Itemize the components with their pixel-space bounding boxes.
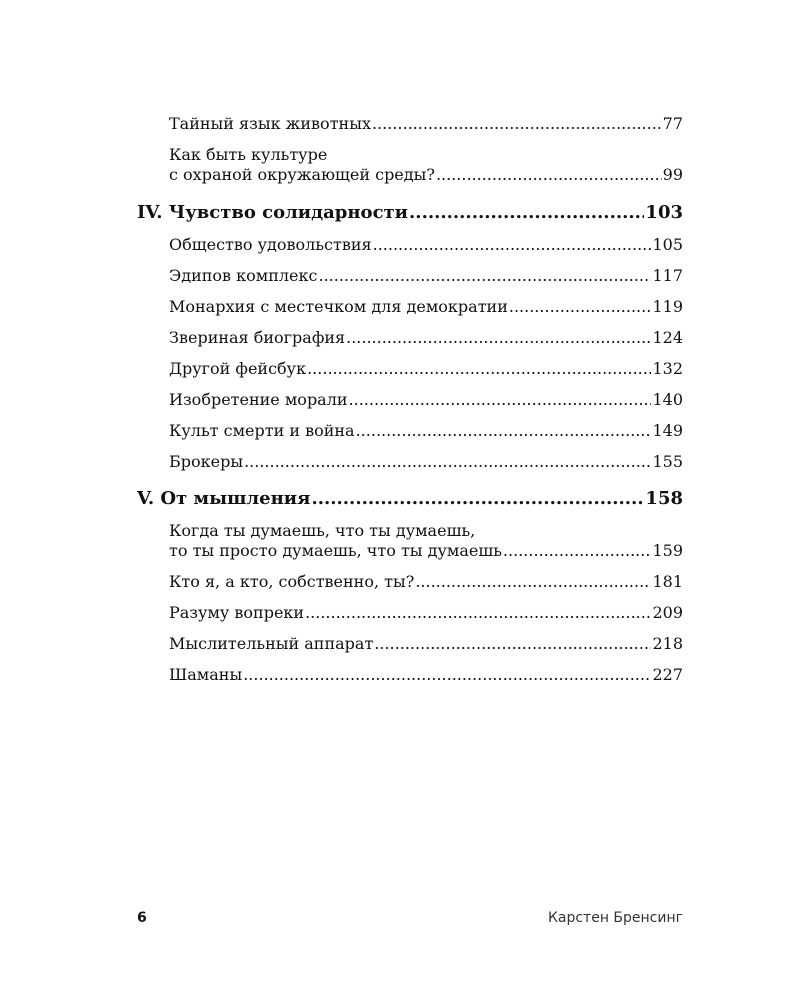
- toc-entry: [169, 390, 683, 410]
- leader-dots: [349, 390, 652, 410]
- toc-entry-title: Другой фейсбук: [169, 359, 307, 378]
- toc-entry-title: то ты просто думаешь, что ты думаешь: [169, 541, 502, 560]
- toc-entry-page: 140: [652, 390, 683, 409]
- toc-entry-title: Шаманы: [169, 665, 243, 684]
- toc-entry-page: 117: [652, 266, 683, 285]
- toc-entry-page: 77: [662, 114, 683, 133]
- toc-entry-title: Общество удовольствия: [169, 235, 372, 254]
- toc-entry-page: 155: [652, 452, 683, 471]
- leader-dots: [409, 202, 644, 224]
- toc-entry: [169, 521, 683, 561]
- leader-dots: [307, 359, 651, 379]
- toc-entry: [169, 359, 683, 379]
- toc-entry: [169, 452, 683, 472]
- toc-section-title: V. От мышления: [137, 488, 311, 509]
- leader-dots: [311, 488, 644, 510]
- leader-dots: [244, 452, 651, 472]
- toc-entry: [169, 572, 683, 592]
- toc-entry-page: 132: [652, 359, 683, 378]
- toc-entry-page: 149: [652, 421, 683, 440]
- toc-entry-page: 119: [652, 297, 683, 316]
- toc-section-page: 158: [645, 488, 683, 509]
- toc-entry-title: с охраной окружающей среды?: [169, 165, 435, 184]
- toc-entry-page: 99: [662, 165, 683, 184]
- leader-dots: [305, 603, 651, 623]
- toc-entry-page: 227: [652, 665, 683, 684]
- toc-section-title: IV. Чувство солидарности: [137, 202, 409, 223]
- toc-entry-page: 181: [652, 572, 683, 591]
- leader-dots: [509, 297, 652, 317]
- toc-entry: [169, 114, 683, 134]
- toc-entry-title-line1: Как быть культуре: [169, 145, 328, 164]
- toc-entry: [169, 665, 683, 685]
- toc-entry-page: 218: [652, 634, 683, 653]
- toc-entry-title: Кто я, а кто, собственно, ты?: [169, 572, 415, 591]
- leader-dots: [373, 235, 652, 255]
- toc-entry-page: 105: [652, 235, 683, 254]
- toc-entry: [169, 235, 683, 255]
- toc-entry-page: 209: [652, 603, 683, 622]
- leader-dots: [346, 328, 651, 348]
- page-number: 6: [137, 910, 147, 926]
- toc-entry: [169, 634, 683, 654]
- toc-section-heading: [137, 488, 683, 510]
- toc-entry: [169, 266, 683, 286]
- toc-entry-title: Брокеры: [169, 452, 244, 471]
- leader-dots: [436, 165, 662, 185]
- toc-section-page: 103: [645, 202, 683, 223]
- leader-dots: [372, 114, 662, 134]
- toc-entry: [169, 297, 683, 317]
- leader-dots: [356, 421, 652, 441]
- toc-entry-title: Изобретение морали: [169, 390, 348, 409]
- toc-entry-title: Мыслительный аппарат: [169, 634, 374, 653]
- leader-dots: [374, 634, 651, 654]
- toc-entry-title: Культ смерти и война: [169, 421, 355, 440]
- toc-entry-title: Тайный язык животных: [169, 114, 371, 133]
- toc-entry-title: Звериная биография: [169, 328, 346, 347]
- toc-entry-title: Монархия с местечком для демократии: [169, 297, 508, 316]
- leader-dots: [318, 266, 651, 286]
- toc-entry-title-line1: Когда ты думаешь, что ты думаешь,: [169, 521, 476, 540]
- toc-entry: [169, 421, 683, 441]
- toc-entry-page: 124: [652, 328, 683, 347]
- table-of-contents: [137, 110, 683, 684]
- toc-entry-page: 159: [652, 541, 683, 560]
- running-footer-author: Карстен Бренсинг: [547, 910, 683, 926]
- leader-dots: [243, 665, 651, 685]
- leader-dots: [415, 572, 651, 592]
- toc-entry: [169, 145, 683, 185]
- toc-entry-title: Разуму вопреки: [169, 603, 305, 622]
- toc-entry: [169, 603, 683, 623]
- toc-section-heading: [137, 202, 683, 224]
- toc-entry: [169, 328, 683, 348]
- leader-dots: [503, 541, 652, 561]
- toc-entry-title: Эдипов комплекс: [169, 266, 318, 285]
